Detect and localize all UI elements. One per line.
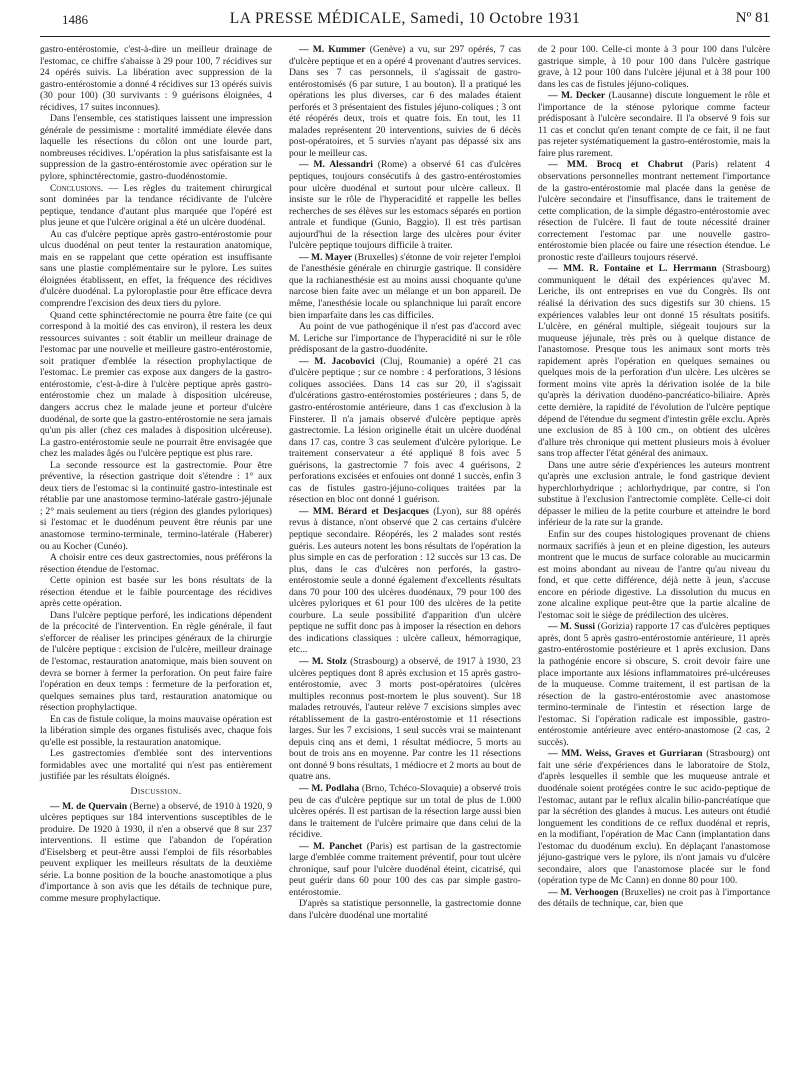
paragraph — [40, 575, 272, 610]
speaker-name: — M. Decker — [548, 90, 606, 102]
speaker-name: Conclusions. — [50, 182, 104, 194]
paragraph-text: (Lyon), sur 88 opérés revus à distance, n'ont observé que 2 cas certains d'ulcère peptique secondaire. Réopérés, les 2 malades sont restés guéris. Les auteurs notent les bons résultats de l'opération la plus simple en cas de perforation : 12 succès sur 13 cas. De plus, dans le cas d'ulcères non perforés, la gastro-entérostomie seule a donné également d'excellents résultats dans 70 pour 100 des ulcères duodénaux, 79 pour 100 des ulcères pyloriques et 61 pour 100 des ulcères de la petite courbure. La seule possibilité d'apparition d'un ulcère peptique ne suffit donc pas à imposer la résection en dehors des indications classiques : ulcère calleux, hémorragique, etc... — [289, 505, 521, 656]
paragraph-text: (Berne) a observé, de 1910 à 1920, 9 ulcères peptiques sur 184 interventions susceptibles de le produire. De 1920 à 1930, il n'en a observé que 8 sur 237 interventions. Il estime que l'abandon de l'opération d'Eiselsberg et peut-être aussi l'emploi de fils résorbables peuvent expliquer les meilleurs résultats de la deuxième série. La bonne position de la bouche anastomotique a plus d'importance à son avis que les détails de technique pure, comme mesure prophylactique. — [40, 800, 272, 904]
paragraph — [538, 460, 770, 529]
paragraph — [538, 90, 770, 159]
paragraph — [289, 356, 521, 506]
issue-number: Nº 81 — [735, 10, 770, 26]
paragraph — [538, 529, 770, 621]
paragraph-text: En cas de fistule colique, la moins mauvaise opération est la libération simple des organes fistulisés avec, chaque fois qu'elle est possible, la restauration anatomique. — [40, 713, 272, 748]
paragraph-text: Les gastrectomies d'emblée sont des interventions formidables avec une mortalité qui n'est pas entièrement justifiée par les résultats éloignés. — [40, 748, 272, 783]
paragraph — [538, 44, 770, 90]
speaker-name: — M. Panchet — [299, 840, 363, 852]
paragraph — [538, 621, 770, 748]
paragraph — [40, 310, 272, 460]
paragraph-text: (Strasbourg) communiquent le détail des expériences qu'avec M. Leriche, ils ont entreprises en vue du Congrès. Ils ont réalisé la dérivation des sucs digestifs sur 30 chiens. 15 expériences valables leur ont donné 15 résultats positifs. L'ulcère, en général multiple, siégeait toujours sur la muqueuse jéjunale, très près ou à quelque distance de l'anastomose. Presque tous les animaux sont morts très rapidement après l'opération en quelques semaines ou quelques mois de la perforation d'un ulcère. Les ulcères se forment moins vite après la dérivation isolée de la bile qu'après la dérivation duodéno-pancréatico-biliaire. Après cette dernière, la rapidité de l'évolution de l'ulcère peptique dépend de l'étendue du segment d'intestin grêle exclu. Après une exclusion de 85 à 100 cm., on obtient des ulcères d'allure très chronique qui mettent plusieurs mois à évoluer sans trop affecter l'état général des animaux. — [538, 263, 771, 460]
paragraph-text: (Genève) a vu, sur 297 opérés, 7 cas d'ulcère peptique et en a opéré 4 provenant d'autres services. Dans ses 7 cas personnels, il s'agissait de gastro-entérostomisés (6 par suture, 1 au bouton). Il a pratiqué les opérations les plus diverses, car 6 des malades étaient perforés et 3 présentaient des fistules jéjuno-coliques ; 3 ont été réopérés deux, trois et quatre fois. En tout, les 11 malades représentent 20 interventions, suivies de 6 décès post-opératoires, et 5 survies n'ayant pas dépassé six ans pour le meilleur cas. — [289, 44, 522, 159]
paragraph — [40, 610, 272, 714]
speaker-name: — M. Sussi — [548, 621, 596, 633]
speaker-name: — M. de Quervain — [50, 800, 128, 812]
paragraph-text: Enfin sur des coupes histologiques provenant de chiens normaux sacrifiés à jeun et en pleine digestion, les auteurs montrent que le mucus de surface colorable au mucicarmin est moins abondant au niveau de l'antre qu'au niveau du fond, et que cette différence, déjà nette à jeun, s'accuse encore en période digestive. La dissolution du mucus en zone alcaline explique peut-être que la partie alcaline de l'estomac soit le siège de prédilection des ulcères. — [538, 528, 770, 621]
speaker-name: — MM. R. Fontaine et L. Herrmann — [548, 263, 717, 275]
paragraph — [289, 898, 521, 921]
speaker-name: — M. Stolz — [299, 655, 347, 667]
paragraph — [40, 801, 272, 905]
paragraph — [40, 183, 272, 229]
paragraph-text: (Paris) est partisan de la gastrectomie large d'emblée comme traitement préventif, pour tout ulcère chronique, sauf pour l'ulcère duodénal éteint, cicatrisé, qui peut guérir dans 60 pour 100 des cas par simple gastro-entérostomie. — [289, 840, 521, 898]
paragraph — [538, 887, 770, 910]
paragraph-text: gastro-entérostomie, c'est-à-dire un meilleur drainage de l'estomac, ce chiffre s'abaisse à 29 pour 100, 7 récidives sur 24 opérés suivis. La libération avec suppression de la gastro-entérostomie a donné 4 récidives sur 13 opérés suivis (30 pour 100) (30 survivants : 9 guérisons éloignées, 4 récidives, 17 suites inconnues). — [40, 44, 272, 113]
section-heading: Discussion. — [130, 786, 182, 797]
paragraph-text: (Strasbourg) a observé, de 1917 à 1930, 23 ulcères peptiques dont 8 après exclusion et 15 après gastro-entérostomie, avec 3 morts post-opératoires (ulcères multiples reconnus post-mortem le plus souvent). Sur 18 malades retrouvés, l'auteur relève 7 excisions simples avec rétablissement de la gastro-entérostomie et 11 résections larges. Sur les 7 excisions, 1 seul succès vrai se maintenant depuis cinq ans et demi, 1 résultat médiocre, 5 morts au bout de trois ans en moyenne. Par contre les 11 résections ont donné 9 bons résultats, 1 médiocre et 2 morts au bout de quatre ans. — [289, 655, 521, 783]
paragraph — [289, 783, 521, 841]
paragraph-text: A choisir entre ces deux gastrectomies, nous préférons la résection étendue de l'estomac. — [40, 552, 272, 575]
paragraph — [289, 44, 521, 159]
speaker-name: — M. Mayer — [299, 251, 353, 263]
paragraph — [289, 252, 521, 321]
paragraph — [40, 748, 272, 783]
paragraph — [289, 159, 521, 251]
paragraph-text: Au cas d'ulcère peptique après gastro-entérostomie pour ulcus duodénal on peut tenter la restauration anatomique, mais en se rappelant que cette opération est insuffisante sans une plastie complémentaire sur le pylore. Les suites éloignées établissent, en effet, la fréquence des récidives d'ulcère duodénal. La pyloroplastie pour être efficace devra comprendre l'excision des deux tiers du pylore. — [40, 228, 272, 310]
page-number: 1486 — [62, 12, 88, 27]
speaker-name: — M. Jacobovici — [299, 355, 375, 367]
page-header — [40, 8, 770, 37]
paragraph — [538, 748, 770, 887]
paragraph-text: La seconde ressource est la gastrectomie. Pour être préventive, la résection gastrique doit s'étendre : 1° aux deux tiers de l'estomac si la continuité gastro-intestinale est rétablie par une anastomose termino-latérale gastro-jéjunale ; 2° mais seulement au tiers (région des glandes pyloriques) si l'estomac et le duodénum peuvent être réunis par une anastomose termino-terminale, termino-latérale (Haberer) ou au Kocher (Cunéo). — [40, 459, 272, 552]
speaker-name: — M. Alessandri — [299, 159, 373, 171]
paragraph-text: (Lausanne) discute longuement le rôle et l'importance de la sténose pylorique comme facteur prédisposant à l'ulcère secondaire. Il l'a observé 9 fois sur 11 cas et conclut qu'en tenant compte de ce fait, il ne faut pas rejeter systématiquement la gastro-entérostomie, mais la faire plus rarement. — [538, 90, 770, 159]
paragraph — [289, 841, 521, 899]
paragraph-text: Quand cette sphinctérectomie ne pourra être faite (ce qui correspond à la moitié des cas environ), il restera les deux ressources suivantes : soit établir un meilleur drainage de l'estomac par une nouvelle et meilleure gastro-entérostomie, soit pratiquer d'emblée la résection prophylactique de l'estomac. Le premier cas expose aux dangers de la gastro-entérostomie, c'est-à-dire à l'ulcère peptique après gastro-entérostomie chez un malade à disposition ulcéreuse, dangers accrus chez le malade jeune et porteur d'ulcère duodénal, de sorte que la gastro-entérostomie ne sera jamais qu'un pis aller (chez ces malades à disposition ulcéreuse). La gastro-entérostomie seule ne pourrait être envisagée que chez les malades âgés ou l'ulcère peptique est plus rare. — [40, 309, 272, 460]
paragraph — [40, 460, 272, 552]
paragraph-text: Dans une autre série d'expériences les auteurs montrent qu'après une exclusion antrale, le fond gastrique devient hyperchlorhydrique ; achlorhydrique, par contre, si l'on substitue à l'exclusion l'antrectomie complète. Celle-ci doit dépasser le milieu de la petite courbure et atteindre le bord inférieur de la rate sur la grande. — [538, 459, 770, 529]
paragraph-text: (Bruxelles) ne croit pas à l'importance des détails de technique, car, bien que — [538, 886, 770, 910]
paragraph-text: (Gorizia) rapporte 17 cas d'ulcères peptiques après, dont 5 après gastro-entérostomie antérieure, 11 après gastro-entérostomie postérieure et 1 après exclusion. Dans la pathogénie encore si obscure, S. croit devoir faire une place importante aux lésions inflammatoires pré-ulcéreuses de la muqueuse. Comme traitement, il est partisan de la résection de la gastro-entérostomie avec anastomose termino-terminale de l'intestin et résection large de l'estomac. Si l'opération radicale est impossible, gastro-entérostomie antérieure avec entéro-anastomose (2 cas, 2 succès). — [538, 621, 770, 748]
paragraph — [289, 321, 521, 356]
paragraph-text: Au point de vue pathogénique il n'est pas d'accord avec M. Leriche sur l'importance de l'hyperacidité ni sur le rôle prédisposant de la gastro-duodénite. — [289, 321, 521, 356]
column-2 — [289, 44, 521, 922]
column-3 — [538, 44, 770, 922]
paragraph-text: Dans l'ensemble, ces statistiques laissent une impression générale de pessimisme : mortalité immédiate élevée dans laquelle les résections du côlon ont une lourde part, nombreuses récidives. L'opération la plus satisfaisante est la suppression de la gastro-entérostomie avec opération sur le pylore, sphinctérectomie, gastro-duodénostomie. — [40, 113, 272, 183]
paragraph-text: (Paris) relatent 4 observations personnelles montrant nettement l'importance de la gastro-entérostomie mal placée dans la genèse de l'ulcère secondaire et l'insuffisance, dans le traitement de cette complication, de la simple dégastro-entérostomie avec résection de l'ulcère. Il faut de toute nécessité drainer correctement l'estomac par une nouvelle gastro-entérostomie bien placée ou faire une résection étendue. Le pronostic reste d'ailleurs toujours réservé. — [538, 159, 770, 263]
speaker-name: — MM. Weiss, Graves et Gurriaran — [548, 748, 703, 760]
speaker-name: — MM. Brocq et Chabrut — [548, 159, 683, 171]
paragraph-text: — Les règles du traitement chirurgical sont dominées par la tendance récidivante de l'ulcère peptique, tendance d'autant plus marquée que l'opéré est plus jeune et que l'ulcère original a été un ulcère duodénal. — [40, 182, 272, 229]
paragraph-text: (Bruxelles) s'étonne de voir rejeter l'emploi de l'anesthésie générale en chirurgie gastrique. Il considère que la rachianesthésie est au moins aussi choquante qu'une narcose bien faite avec un mélange et un bon appareil. De même, l'anesthésie locale ou splanchnique lui paraît encore bien imparfaite dans les cas difficiles. — [289, 251, 521, 321]
paragraph-text: de 2 pour 100. Celle-ci monte à 3 pour 100 dans l'ulcère gastrique simple, à 10 pour 100 dans l'ulcère gastrique grave, à 12 pour 100 dans l'ulcère jéjunal et à 38 pour 100 dans les cas de fistules jéjuno-coliques. — [538, 44, 770, 90]
paragraph-text: D'après sa statistique personnelle, la gastrectomie donne dans l'ulcère duodénal une mortalité — [289, 898, 521, 922]
paragraph — [538, 263, 770, 459]
paragraph-text: (Rome) a observé 61 cas d'ulcères peptiques, toujours consécutifs à des gastro-entérostomies pour ulcère duodénal et surtout pour ulcère calleux. Il insiste sur le rôle de l'hyperacidité et rappelle les belles recherches de ses élèves sur les estomacs séparés en portion antrale et fundique (Gunio, Baggio). Il est très partisan aujourd'hui de la résection large des ulcères pour éviter l'ulcère peptique toujours difficile à traiter. — [289, 159, 521, 252]
paragraph — [538, 159, 770, 263]
newspaper-page — [40, 8, 770, 1074]
paragraph — [40, 714, 272, 749]
paragraph — [40, 229, 272, 310]
text-columns — [40, 44, 770, 922]
paragraph — [289, 506, 521, 656]
paragraph-text: (Strasbourg) ont fait une série d'expériences dans le laboratoire de Stolz, d'après lesquelles il semble que les muqueuse antrale et duodénale soient protégées contre le suc acido-peptique de l'estomac, autant par le reflux alcalin bilio-pancréatique que par la sécrétion des glandes à mucus. Les auteurs ont étudié longuement les conditions de ce reflux duodénal et repris, en la modifiant, l'opération de Mac Cann (implantation dans l'estomac du duodénum exclu). En déplaçant l'anastomose jéjuno-gastrique vers le pylore, ils n'ont jamais vu d'ulcère secondaire, alors que l'anastomose placée sur le fond (opération type de Mc Cann) en donne 80 pour 100. — [538, 748, 770, 887]
paragraph-text: (Brno, Tchéco-Slovaquie) a observé trois peu de cas d'ulcère peptique sur un total de plus de 1.000 ulcères opérés. Il est partisan de la résection large aussi bien dans le traitement de l'ulcère primaire que dans celui de la récidive. — [289, 783, 521, 841]
journal-title: LA PRESSE MÉDICALE, Samedi, 10 Octobre 1931 — [229, 10, 581, 27]
paragraph — [40, 552, 272, 575]
speaker-name: — M. Podlaha — [299, 783, 360, 794]
paragraph — [40, 113, 272, 182]
paragraph-text: Cette opinion est basée sur les bons résultats de la résection étendue et le faible pourcentage des récidives après cette opération. — [40, 575, 272, 610]
paragraph — [40, 44, 272, 113]
paragraph — [289, 656, 521, 783]
speaker-name: — MM. Bérard et Desjacques — [299, 505, 429, 517]
paragraph-text: (Cluj, Roumanie) a opéré 21 cas d'ulcère peptique ; sur ce nombre : 4 perforations, 3 lésions coliques associées. Dans 14 cas sur 20, il s'agissait d'ulcérations gastro-entérostomies postérieures ; dans 5, de gastro-entérostomie antérieure, dans 1 cas d'exclusion à la Finsterer. Il n'a jamais observé d'ulcère peptique après gastrectomie. La lésion originelle était un ulcère duodénal dans 17 cas, contre 3 cas seulement d'ulcère pylorique. Le traitement conservateur a été appliqué 8 fois avec 5 guérisons, la gastrectomie 7 fois avec 4 guérisons, 2 perforations excisées et enfouies ont donné 1 succès, enfin 3 cas de fistules gastro-jéjuno-coliques traitées par la résection en bloc ont donné 1 guérison. — [289, 355, 521, 506]
speaker-name: — M. Kummer — [299, 44, 366, 55]
speaker-name: — M. Verhoogen — [548, 886, 619, 898]
column-1 — [40, 44, 272, 922]
paragraph-text: Dans l'ulcère peptique perforé, les indications dépendent de la précocité de l'intervention. En règle générale, il faut s'efforcer de réaliser les principes généraux de la chirurgie de l'ulcère peptique : excision de l'ulcère, meilleur drainage de l'estomac, restauration anatomique, mais bien souvent on devra se borner à fermer la perforation. On peut faire faire l'opération en deux temps : fermeture de la perforation et, quelques semaines plus tard, restauration anatomique ou résection prophylactique. — [40, 609, 272, 714]
